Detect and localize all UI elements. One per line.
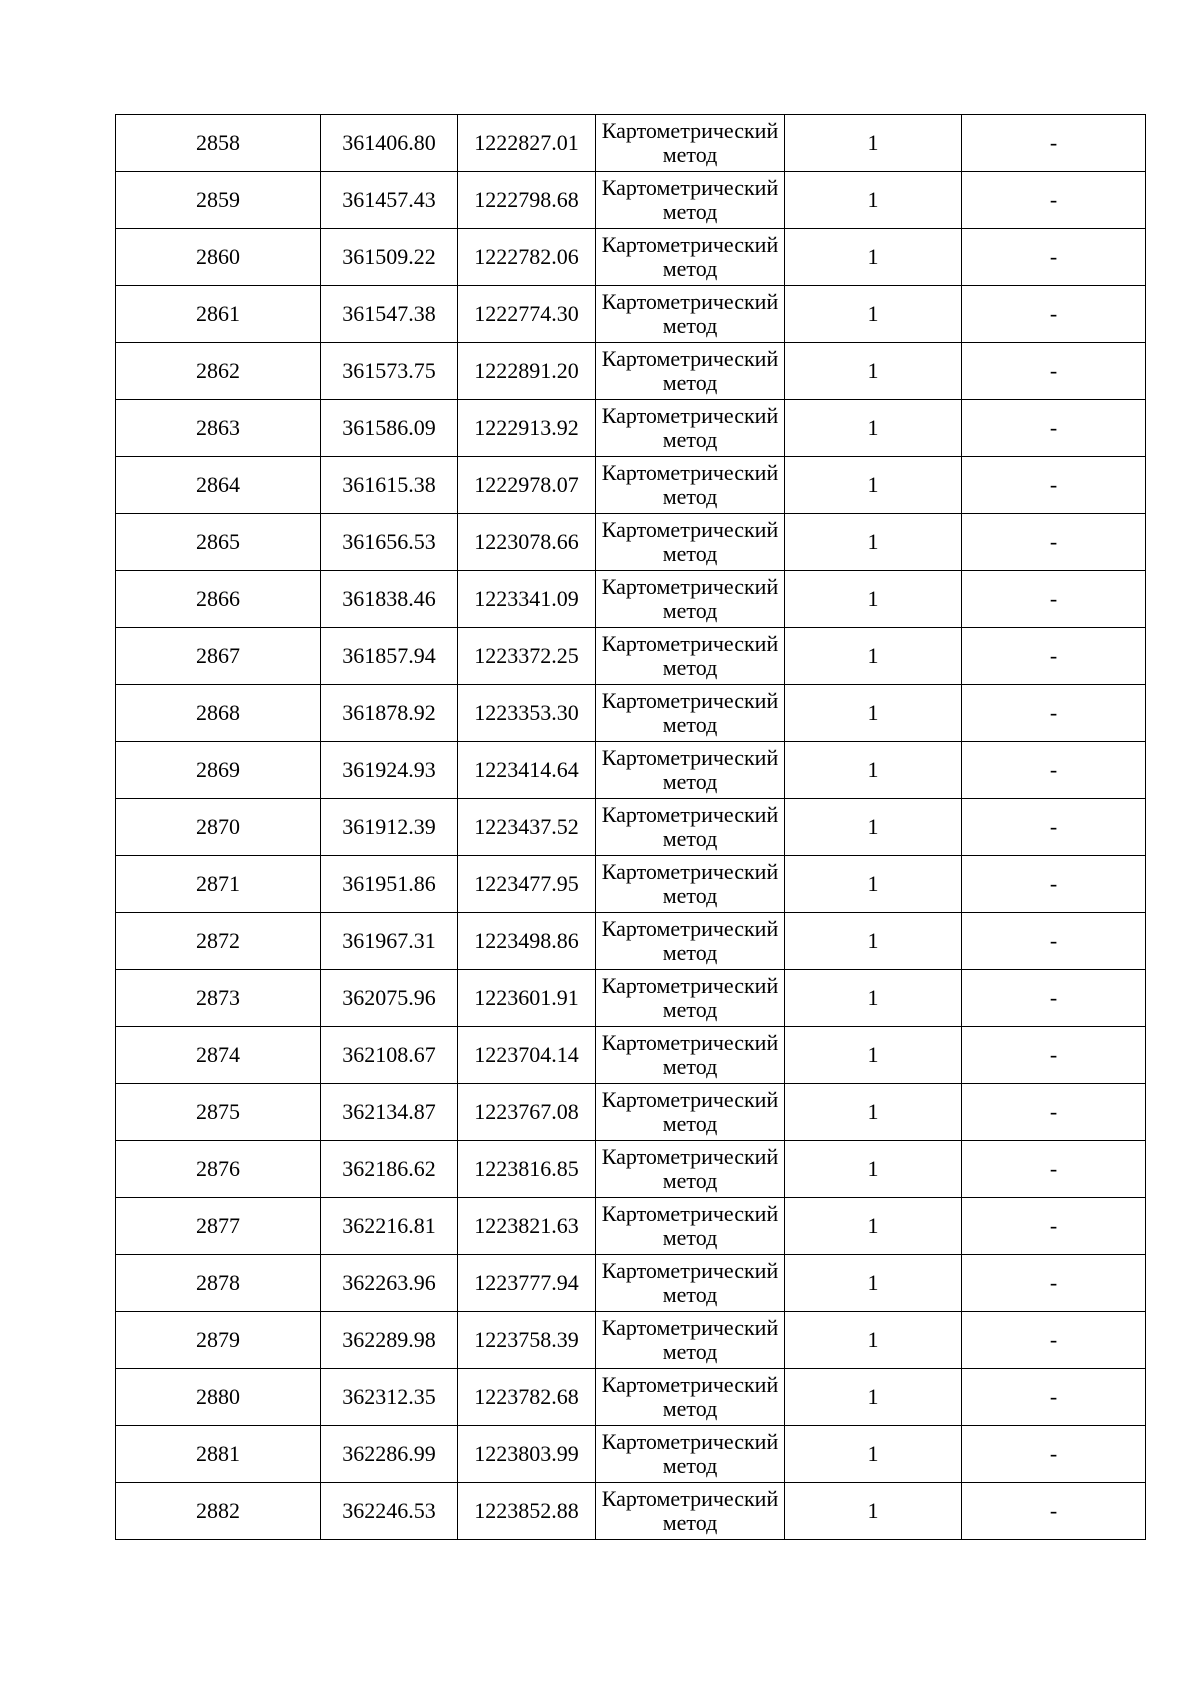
table-row (116, 685, 1146, 742)
method-cell: Картометрический метод (596, 1483, 785, 1540)
x-coordinate-cell: 361656.53 (321, 514, 458, 571)
accuracy-cell: 1 (785, 970, 962, 1027)
method-cell: Картометрический метод (596, 1198, 785, 1255)
x-coordinate-cell: 361573.75 (321, 343, 458, 400)
accuracy-cell: 1 (785, 742, 962, 799)
accuracy-cell: 1 (785, 571, 962, 628)
note-cell: - (962, 1198, 1146, 1255)
x-coordinate-cell: 361878.92 (321, 685, 458, 742)
point-number-cell: 2879 (116, 1312, 321, 1369)
note-cell: - (962, 571, 1146, 628)
x-coordinate-cell: 362312.35 (321, 1369, 458, 1426)
table-row (116, 1369, 1146, 1426)
point-number-cell: 2859 (116, 172, 321, 229)
accuracy-cell: 1 (785, 1426, 962, 1483)
coordinates-table-body (116, 115, 1146, 1540)
point-number-cell: 2872 (116, 913, 321, 970)
point-number-cell: 2873 (116, 970, 321, 1027)
point-number-cell: 2869 (116, 742, 321, 799)
y-coordinate-cell: 1223353.30 (458, 685, 596, 742)
note-cell: - (962, 970, 1146, 1027)
method-cell: Картометрический метод (596, 856, 785, 913)
table-row (116, 913, 1146, 970)
x-coordinate-cell: 361951.86 (321, 856, 458, 913)
x-coordinate-cell: 361838.46 (321, 571, 458, 628)
method-cell: Картометрический метод (596, 229, 785, 286)
note-cell: - (962, 1255, 1146, 1312)
accuracy-cell: 1 (785, 1312, 962, 1369)
x-coordinate-cell: 362286.99 (321, 1426, 458, 1483)
note-cell: - (962, 685, 1146, 742)
x-coordinate-cell: 361586.09 (321, 400, 458, 457)
table-row (116, 628, 1146, 685)
table-row (116, 1255, 1146, 1312)
point-number-cell: 2864 (116, 457, 321, 514)
method-cell: Картометрический метод (596, 1255, 785, 1312)
method-cell: Картометрический метод (596, 1312, 785, 1369)
method-cell: Картометрический метод (596, 742, 785, 799)
method-cell: Картометрический метод (596, 685, 785, 742)
x-coordinate-cell: 361457.43 (321, 172, 458, 229)
note-cell: - (962, 1141, 1146, 1198)
table-row (116, 742, 1146, 799)
point-number-cell: 2871 (116, 856, 321, 913)
note-cell: - (962, 1369, 1146, 1426)
point-number-cell: 2876 (116, 1141, 321, 1198)
accuracy-cell: 1 (785, 400, 962, 457)
table-row (116, 1084, 1146, 1141)
table-row (116, 1483, 1146, 1540)
table-row (116, 514, 1146, 571)
method-cell: Картометрический метод (596, 1027, 785, 1084)
y-coordinate-cell: 1223498.86 (458, 913, 596, 970)
y-coordinate-cell: 1223767.08 (458, 1084, 596, 1141)
x-coordinate-cell: 361924.93 (321, 742, 458, 799)
point-number-cell: 2868 (116, 685, 321, 742)
point-number-cell: 2881 (116, 1426, 321, 1483)
accuracy-cell: 1 (785, 286, 962, 343)
table-row (116, 571, 1146, 628)
point-number-cell: 2865 (116, 514, 321, 571)
y-coordinate-cell: 1222891.20 (458, 343, 596, 400)
accuracy-cell: 1 (785, 1084, 962, 1141)
method-cell: Картометрический метод (596, 343, 785, 400)
method-cell: Картометрический метод (596, 172, 785, 229)
note-cell: - (962, 799, 1146, 856)
table-row (116, 1027, 1146, 1084)
method-cell: Картометрический метод (596, 1369, 785, 1426)
point-number-cell: 2866 (116, 571, 321, 628)
coordinates-table (115, 114, 1146, 1540)
method-cell: Картометрический метод (596, 400, 785, 457)
note-cell: - (962, 856, 1146, 913)
point-number-cell: 2877 (116, 1198, 321, 1255)
x-coordinate-cell: 362263.96 (321, 1255, 458, 1312)
method-cell: Картометрический метод (596, 571, 785, 628)
y-coordinate-cell: 1222978.07 (458, 457, 596, 514)
note-cell: - (962, 286, 1146, 343)
table-row (116, 286, 1146, 343)
table-row (116, 400, 1146, 457)
point-number-cell: 2862 (116, 343, 321, 400)
note-cell: - (962, 457, 1146, 514)
table-row (116, 1141, 1146, 1198)
table-row (116, 457, 1146, 514)
note-cell: - (962, 628, 1146, 685)
y-coordinate-cell: 1223782.68 (458, 1369, 596, 1426)
method-cell: Картометрический метод (596, 1141, 785, 1198)
accuracy-cell: 1 (785, 799, 962, 856)
point-number-cell: 2882 (116, 1483, 321, 1540)
y-coordinate-cell: 1223601.91 (458, 970, 596, 1027)
point-number-cell: 2860 (116, 229, 321, 286)
y-coordinate-cell: 1223372.25 (458, 628, 596, 685)
method-cell: Картометрический метод (596, 1084, 785, 1141)
method-cell: Картометрический метод (596, 913, 785, 970)
y-coordinate-cell: 1223803.99 (458, 1426, 596, 1483)
accuracy-cell: 1 (785, 628, 962, 685)
y-coordinate-cell: 1222782.06 (458, 229, 596, 286)
y-coordinate-cell: 1223777.94 (458, 1255, 596, 1312)
y-coordinate-cell: 1223341.09 (458, 571, 596, 628)
y-coordinate-cell: 1222827.01 (458, 115, 596, 172)
accuracy-cell: 1 (785, 457, 962, 514)
note-cell: - (962, 400, 1146, 457)
y-coordinate-cell: 1222913.92 (458, 400, 596, 457)
y-coordinate-cell: 1223852.88 (458, 1483, 596, 1540)
table-row (116, 229, 1146, 286)
accuracy-cell: 1 (785, 1198, 962, 1255)
accuracy-cell: 1 (785, 115, 962, 172)
point-number-cell: 2858 (116, 115, 321, 172)
note-cell: - (962, 343, 1146, 400)
y-coordinate-cell: 1223414.64 (458, 742, 596, 799)
method-cell: Картометрический метод (596, 799, 785, 856)
accuracy-cell: 1 (785, 172, 962, 229)
x-coordinate-cell: 362075.96 (321, 970, 458, 1027)
x-coordinate-cell: 362289.98 (321, 1312, 458, 1369)
note-cell: - (962, 229, 1146, 286)
table-row (116, 970, 1146, 1027)
point-number-cell: 2878 (116, 1255, 321, 1312)
accuracy-cell: 1 (785, 856, 962, 913)
accuracy-cell: 1 (785, 685, 962, 742)
method-cell: Картометрический метод (596, 286, 785, 343)
table-row (116, 1426, 1146, 1483)
table-row (116, 856, 1146, 913)
note-cell: - (962, 1426, 1146, 1483)
x-coordinate-cell: 361967.31 (321, 913, 458, 970)
note-cell: - (962, 913, 1146, 970)
y-coordinate-cell: 1223078.66 (458, 514, 596, 571)
accuracy-cell: 1 (785, 1027, 962, 1084)
y-coordinate-cell: 1222774.30 (458, 286, 596, 343)
accuracy-cell: 1 (785, 913, 962, 970)
x-coordinate-cell: 361912.39 (321, 799, 458, 856)
table-row (116, 1198, 1146, 1255)
x-coordinate-cell: 362216.81 (321, 1198, 458, 1255)
table-row (116, 115, 1146, 172)
point-number-cell: 2867 (116, 628, 321, 685)
point-number-cell: 2874 (116, 1027, 321, 1084)
x-coordinate-cell: 361857.94 (321, 628, 458, 685)
note-cell: - (962, 1312, 1146, 1369)
y-coordinate-cell: 1223821.63 (458, 1198, 596, 1255)
y-coordinate-cell: 1222798.68 (458, 172, 596, 229)
accuracy-cell: 1 (785, 1141, 962, 1198)
note-cell: - (962, 1483, 1146, 1540)
note-cell: - (962, 172, 1146, 229)
method-cell: Картометрический метод (596, 457, 785, 514)
method-cell: Картометрический метод (596, 514, 785, 571)
accuracy-cell: 1 (785, 229, 962, 286)
y-coordinate-cell: 1223758.39 (458, 1312, 596, 1369)
table-row (116, 799, 1146, 856)
point-number-cell: 2861 (116, 286, 321, 343)
x-coordinate-cell: 361547.38 (321, 286, 458, 343)
y-coordinate-cell: 1223437.52 (458, 799, 596, 856)
note-cell: - (962, 115, 1146, 172)
point-number-cell: 2870 (116, 799, 321, 856)
table-row (116, 1312, 1146, 1369)
accuracy-cell: 1 (785, 1483, 962, 1540)
x-coordinate-cell: 361406.80 (321, 115, 458, 172)
x-coordinate-cell: 362246.53 (321, 1483, 458, 1540)
note-cell: - (962, 742, 1146, 799)
x-coordinate-cell: 362134.87 (321, 1084, 458, 1141)
method-cell: Картометрический метод (596, 970, 785, 1027)
accuracy-cell: 1 (785, 343, 962, 400)
note-cell: - (962, 514, 1146, 571)
y-coordinate-cell: 1223704.14 (458, 1027, 596, 1084)
point-number-cell: 2863 (116, 400, 321, 457)
method-cell: Картометрический метод (596, 1426, 785, 1483)
x-coordinate-cell: 362108.67 (321, 1027, 458, 1084)
point-number-cell: 2875 (116, 1084, 321, 1141)
x-coordinate-cell: 362186.62 (321, 1141, 458, 1198)
point-number-cell: 2880 (116, 1369, 321, 1426)
accuracy-cell: 1 (785, 1369, 962, 1426)
accuracy-cell: 1 (785, 1255, 962, 1312)
note-cell: - (962, 1084, 1146, 1141)
x-coordinate-cell: 361509.22 (321, 229, 458, 286)
y-coordinate-cell: 1223816.85 (458, 1141, 596, 1198)
x-coordinate-cell: 361615.38 (321, 457, 458, 514)
table-row (116, 343, 1146, 400)
method-cell: Картометрический метод (596, 115, 785, 172)
method-cell: Картометрический метод (596, 628, 785, 685)
accuracy-cell: 1 (785, 514, 962, 571)
y-coordinate-cell: 1223477.95 (458, 856, 596, 913)
table-row (116, 172, 1146, 229)
note-cell: - (962, 1027, 1146, 1084)
